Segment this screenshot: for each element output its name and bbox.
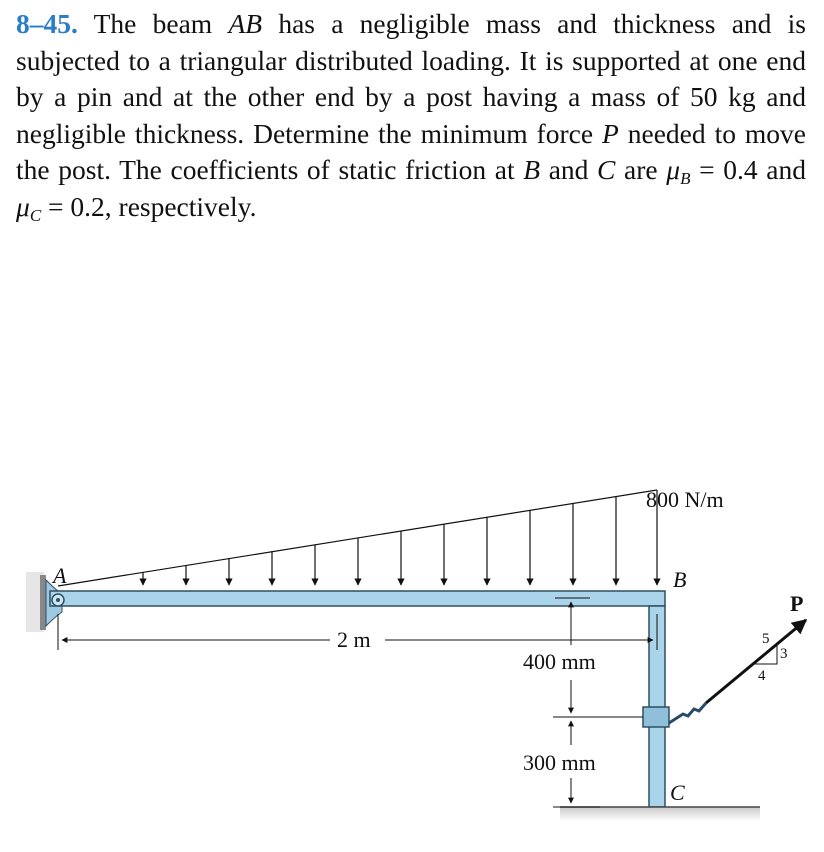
force-p <box>669 620 806 723</box>
post-collar <box>643 707 669 727</box>
point-c-label: C <box>670 780 685 805</box>
slope-run-label: 4 <box>758 668 766 684</box>
distributed-load <box>58 490 657 586</box>
problem-statement: 8–45. The beam AB has a negligible mass and thickness and is subjected to a triangular distributed loading. It is supported at one end by a pin and at the other end by a post having a mass of 50 kg and negligible thickness. Determine the minimum force P needed to move the post. The coefficients of static friction at B and C are $\mu_B = 0.4$ and $\mu_C = 0.2$, respectively. <box>16 8 807 225</box>
point-a-label: A <box>53 563 67 588</box>
point-b-label: B <box>673 567 687 592</box>
slope-hyp-label: 5 <box>762 631 770 647</box>
dim-upper-label: 400 mm <box>523 649 596 674</box>
pin-a <box>52 594 64 606</box>
dimension-post <box>553 598 643 807</box>
slope-rise-label: 3 <box>780 646 788 662</box>
ground-c <box>560 807 760 821</box>
load-intensity-label: 800 N/m <box>646 487 724 512</box>
problem-number: 8–45. <box>16 8 78 39</box>
dim-span-label: 2 m <box>337 627 371 652</box>
dim-lower-label: 300 mm <box>523 750 596 775</box>
force-p-label: P <box>790 591 804 616</box>
